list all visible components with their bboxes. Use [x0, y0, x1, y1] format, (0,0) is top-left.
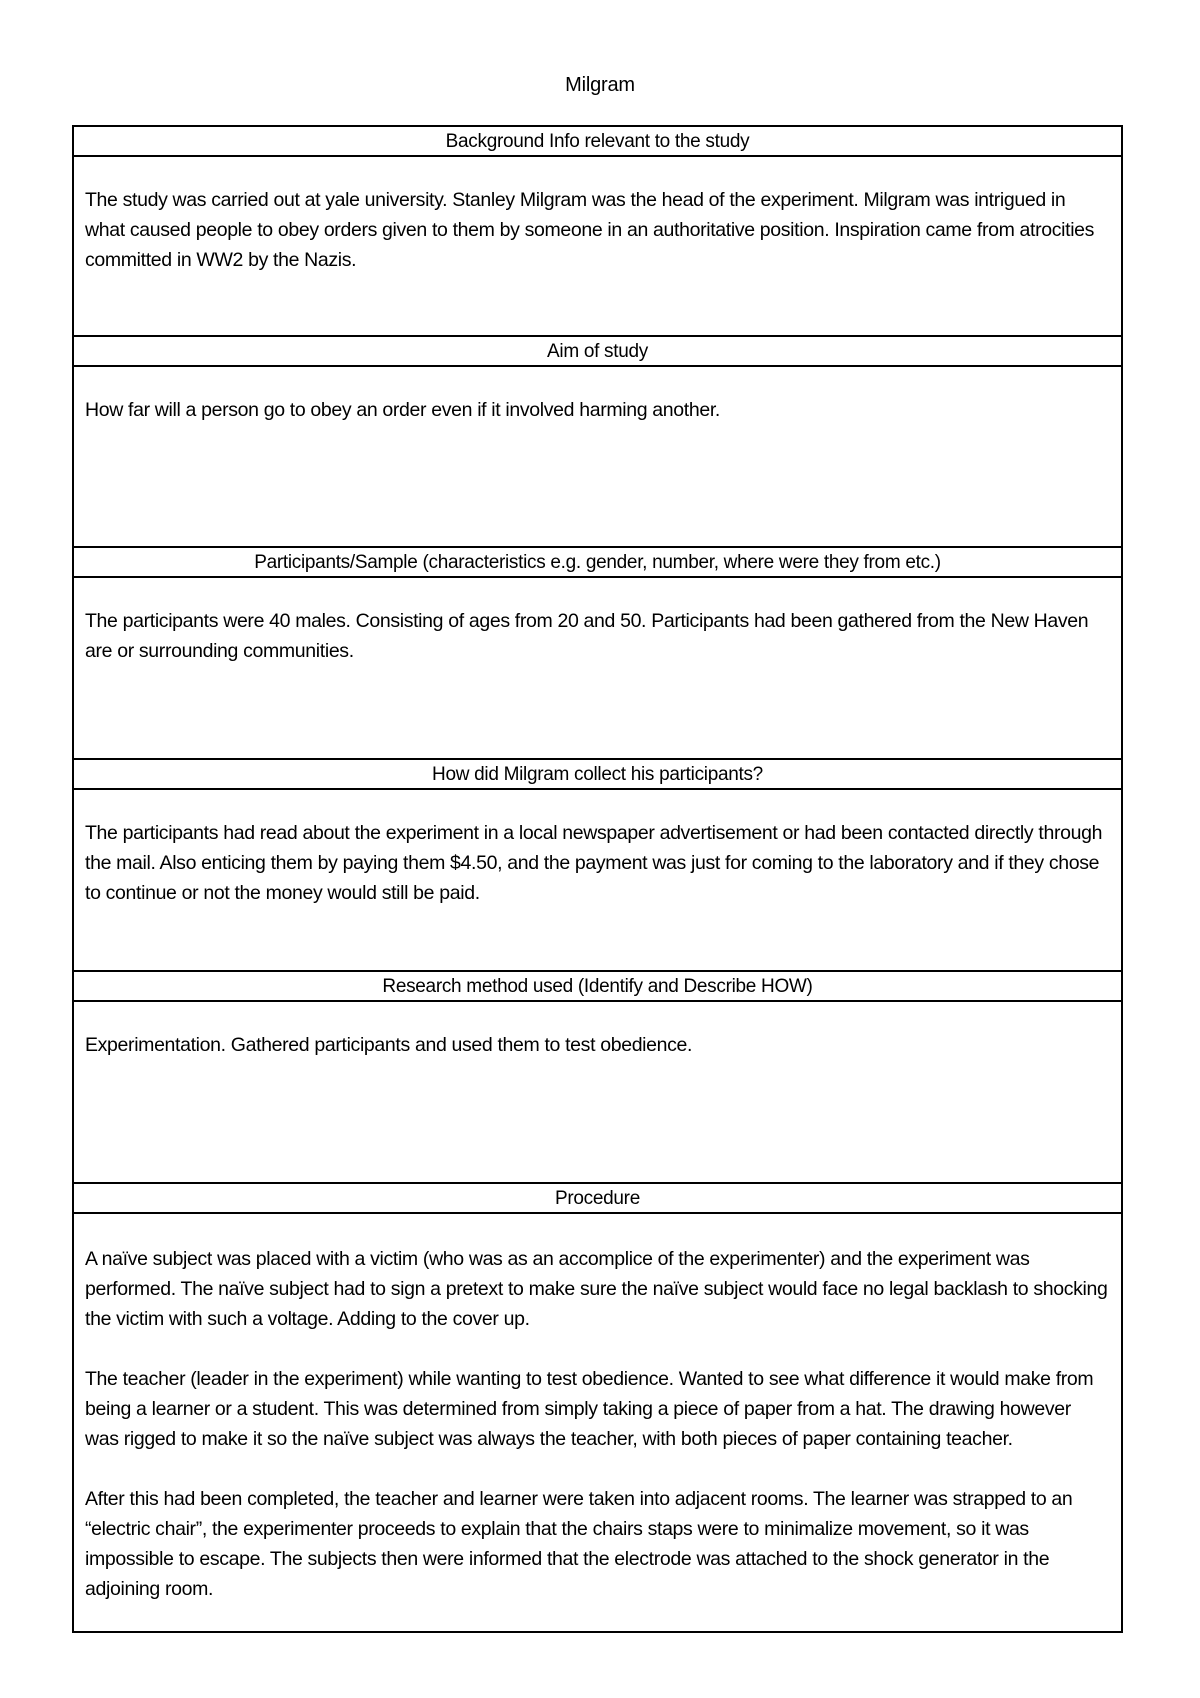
section-paragraph: The participants were 40 males. Consisting of ages from 20 and 50. Participants had been gathered from the New Haven are or surrounding communities.: [85, 610, 1089, 662]
section-paragraph: How far will a person go to obey an order even if it involved harming another.: [85, 399, 720, 421]
section-body-method: [74, 1002, 1121, 1184]
section-paragraph: The participants had read about the experiment in a local newspaper advertisement or had been contacted directly through the mail. Also enticing them by paying them $4.50, and the payment was just for coming to the laboratory and if they chose to continue or not the money would still be paid.: [85, 822, 1103, 904]
section-paragraph: Experimentation. Gathered participants and used them to test obedience.: [85, 1034, 693, 1056]
worksheet-table: [72, 125, 1123, 1633]
section-paragraph: A naïve subject was placed with a victim (who was as an accomplice of the experimenter) and the experiment was performed. The naïve subject had to sign a pretext to make sure the naïve subject would face no legal backlash to shocking the victim with such a voltage. Adding to the cover up.: [85, 1248, 1108, 1330]
section-header-method: Research method used (Identify and Describe HOW): [74, 972, 1121, 1002]
section-header-procedure: Procedure: [74, 1184, 1121, 1214]
section-body-collection: [74, 790, 1121, 972]
section-header-aim: Aim of study: [74, 337, 1121, 367]
section-body-aim: [74, 367, 1121, 548]
section-paragraph: The teacher (leader in the experiment) while wanting to test obedience. Wanted to see what difference it would make from being a learner or a student. This was determined from simply taking a piece of paper from a hat. The drawing however was rigged to make it so the naïve subject was always the teacher, with both pieces of paper containing teacher.: [85, 1368, 1094, 1450]
section-header-participants: Participants/Sample (characteristics e.g. gender, number, where were they from etc.): [74, 548, 1121, 578]
section-header-background: Background Info relevant to the study: [74, 127, 1121, 157]
section-paragraph: The study was carried out at yale university. Stanley Milgram was the head of the experiment. Milgram was intrigued in what caused people to obey orders given to them by someone in an authoritative position. Inspiration came from atrocities committed in WW2 by the Nazis.: [85, 189, 1095, 271]
section-paragraph: After this had been completed, the teacher and learner were taken into adjacent rooms. The learner was strapped to an “electric chair”, the experimenter proceeds to explain that the chairs staps were to minimalize movement, so it was impossible to escape. The subjects then were informed that the electrode was attached to the shock generator in the adjoining room.: [85, 1488, 1073, 1600]
section-body-background: [74, 157, 1121, 337]
section-body-procedure: [74, 1214, 1121, 1631]
section-body-participants: [74, 578, 1121, 760]
section-header-collection: How did Milgram collect his participants?: [74, 760, 1121, 790]
page-title: Milgram: [565, 74, 635, 96]
